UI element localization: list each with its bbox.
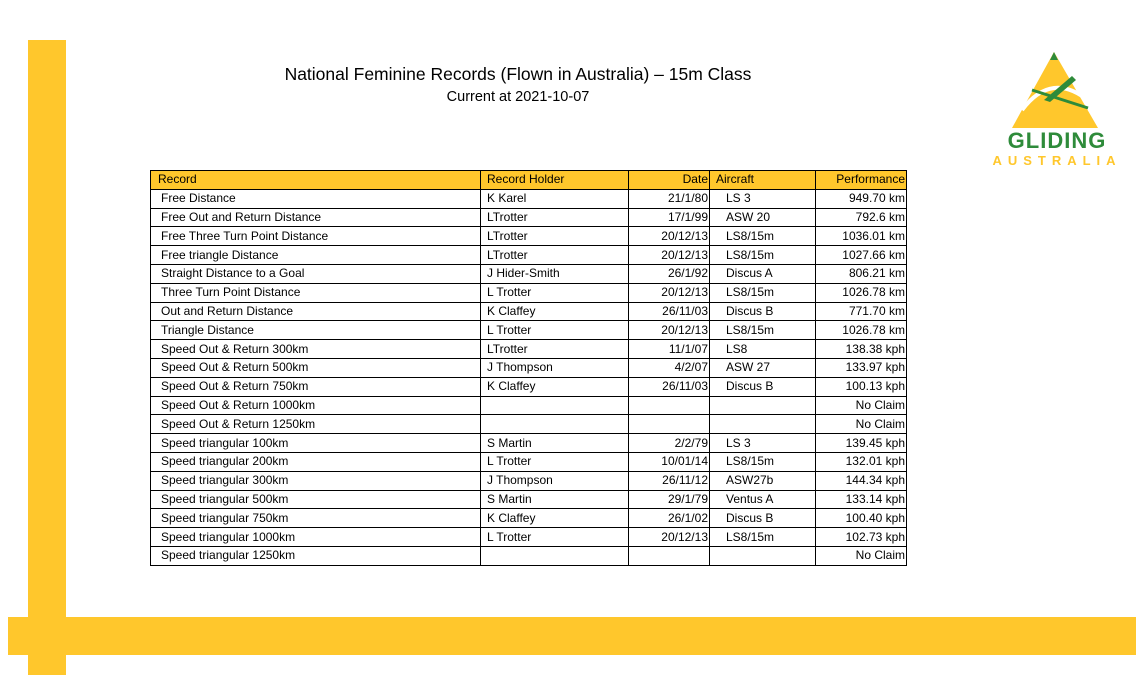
table-row <box>151 415 907 434</box>
record-cell: Straight Distance to a Goal <box>151 264 481 283</box>
date-cell: 20/12/13 <box>629 227 710 246</box>
records-table <box>150 170 907 566</box>
holder-cell <box>481 396 629 415</box>
column-header-performance: Performance <box>816 171 907 190</box>
date-cell <box>629 546 710 565</box>
aircraft-cell: Discus B <box>710 377 816 396</box>
holder-cell: LTrotter <box>481 340 629 359</box>
holder-cell: LTrotter <box>481 227 629 246</box>
aircraft-cell: Discus A <box>710 264 816 283</box>
holder-cell: K Karel <box>481 189 629 208</box>
performance-cell: 139.45 kph <box>816 434 907 453</box>
table-row <box>151 189 907 208</box>
holder-cell: J Hider-Smith <box>481 264 629 283</box>
date-cell: 26/11/03 <box>629 302 710 321</box>
performance-cell: 771.70 km <box>816 302 907 321</box>
table-row <box>151 283 907 302</box>
record-cell: Speed triangular 100km <box>151 434 481 453</box>
performance-cell: No Claim <box>816 546 907 565</box>
aircraft-cell: LS 3 <box>710 189 816 208</box>
table-row <box>151 340 907 359</box>
aircraft-cell: LS8/15m <box>710 528 816 547</box>
column-header-date: Date <box>629 171 710 190</box>
aircraft-cell: ASW 27 <box>710 358 816 377</box>
holder-cell: L Trotter <box>481 283 629 302</box>
table-row <box>151 208 907 227</box>
decorative-horizontal-bar <box>8 617 1136 655</box>
record-cell: Speed Out & Return 750km <box>151 377 481 396</box>
column-header-aircraft: Aircraft <box>710 171 816 190</box>
performance-cell: 100.13 kph <box>816 377 907 396</box>
holder-cell: L Trotter <box>481 321 629 340</box>
page-subtitle: Current at 2021-10-07 <box>446 89 590 105</box>
date-cell: 26/1/02 <box>629 509 710 528</box>
record-cell: Speed triangular 1000km <box>151 528 481 547</box>
date-cell: 4/2/07 <box>629 358 710 377</box>
holder-cell: K Claffey <box>481 302 629 321</box>
performance-cell: 102.73 kph <box>816 528 907 547</box>
record-cell: Speed triangular 1250km <box>151 546 481 565</box>
performance-cell: 1036.01 km <box>816 227 907 246</box>
date-cell: 26/11/12 <box>629 471 710 490</box>
holder-cell: L Trotter <box>481 452 629 471</box>
date-cell: 26/1/92 <box>629 264 710 283</box>
holder-cell: L Trotter <box>481 528 629 547</box>
page-title: National Feminine Records (Flown in Australia) – 15m Class <box>284 64 752 84</box>
date-cell <box>629 396 710 415</box>
table-row <box>151 358 907 377</box>
record-cell: Free Out and Return Distance <box>151 208 481 227</box>
record-cell: Speed Out & Return 500km <box>151 358 481 377</box>
holder-cell <box>481 415 629 434</box>
performance-cell: 138.38 kph <box>816 340 907 359</box>
performance-cell: 144.34 kph <box>816 471 907 490</box>
date-cell: 20/12/13 <box>629 528 710 547</box>
column-header-record: Record <box>151 171 481 190</box>
table-row <box>151 246 907 265</box>
record-cell: Triangle Distance <box>151 321 481 340</box>
column-header-record-holder: Record Holder <box>481 171 629 190</box>
aircraft-cell: ASW 20 <box>710 208 816 227</box>
aircraft-cell <box>710 396 816 415</box>
holder-cell: J Thompson <box>481 358 629 377</box>
record-cell: Speed triangular 500km <box>151 490 481 509</box>
table-row <box>151 264 907 283</box>
aircraft-cell: LS8/15m <box>710 452 816 471</box>
table-row <box>151 490 907 509</box>
aircraft-cell: LS8/15m <box>710 321 816 340</box>
date-cell: 29/1/79 <box>629 490 710 509</box>
aircraft-cell: LS 3 <box>710 434 816 453</box>
holder-cell: S Martin <box>481 490 629 509</box>
record-cell: Speed Out & Return 1250km <box>151 415 481 434</box>
performance-cell: 806.21 km <box>816 264 907 283</box>
aircraft-cell: LS8/15m <box>710 283 816 302</box>
record-cell: Speed triangular 200km <box>151 452 481 471</box>
performance-cell: 1027.66 km <box>816 246 907 265</box>
performance-cell: 1026.78 km <box>816 283 907 302</box>
date-cell: 20/12/13 <box>629 283 710 302</box>
performance-cell: No Claim <box>816 415 907 434</box>
holder-cell: J Thompson <box>481 471 629 490</box>
date-cell: 11/1/07 <box>629 340 710 359</box>
holder-cell: K Claffey <box>481 509 629 528</box>
performance-cell: 100.40 kph <box>816 509 907 528</box>
aircraft-cell: LS8 <box>710 340 816 359</box>
record-cell: Speed triangular 750km <box>151 509 481 528</box>
decorative-vertical-bar <box>28 40 66 675</box>
record-cell: Out and Return Distance <box>151 302 481 321</box>
aircraft-cell: Discus B <box>710 302 816 321</box>
aircraft-cell: LS8/15m <box>710 227 816 246</box>
table-row <box>151 452 907 471</box>
date-cell: 2/2/79 <box>629 434 710 453</box>
table-row <box>151 546 907 565</box>
holder-cell: LTrotter <box>481 208 629 227</box>
logo-text-australia: AUSTRALIA <box>992 153 1122 168</box>
holder-cell: S Martin <box>481 434 629 453</box>
table-row <box>151 528 907 547</box>
record-cell: Free Three Turn Point Distance <box>151 227 481 246</box>
performance-cell: 133.14 kph <box>816 490 907 509</box>
table-row <box>151 509 907 528</box>
table-row <box>151 471 907 490</box>
table-header-row <box>151 171 907 190</box>
performance-cell: 949.70 km <box>816 189 907 208</box>
record-cell: Speed Out & Return 300km <box>151 340 481 359</box>
table-row <box>151 434 907 453</box>
table-row <box>151 321 907 340</box>
gliding-australia-logo <box>992 50 1122 172</box>
aircraft-cell: LS8/15m <box>710 246 816 265</box>
date-cell: 17/1/99 <box>629 208 710 227</box>
date-cell: 20/12/13 <box>629 246 710 265</box>
holder-cell: LTrotter <box>481 246 629 265</box>
date-cell: 20/12/13 <box>629 321 710 340</box>
aircraft-cell <box>710 546 816 565</box>
table-row <box>151 396 907 415</box>
table-row <box>151 227 907 246</box>
performance-cell: 1026.78 km <box>816 321 907 340</box>
aircraft-cell: Ventus A <box>710 490 816 509</box>
record-cell: Free Distance <box>151 189 481 208</box>
date-cell: 21/1/80 <box>629 189 710 208</box>
record-cell: Speed Out & Return 1000km <box>151 396 481 415</box>
date-cell: 26/11/03 <box>629 377 710 396</box>
glider-triangle-icon <box>992 50 1122 130</box>
aircraft-cell: Discus B <box>710 509 816 528</box>
performance-cell: 792.6 km <box>816 208 907 227</box>
performance-cell: 132.01 kph <box>816 452 907 471</box>
record-cell: Three Turn Point Distance <box>151 283 481 302</box>
aircraft-cell <box>710 415 816 434</box>
performance-cell: No Claim <box>816 396 907 415</box>
record-cell: Free triangle Distance <box>151 246 481 265</box>
date-cell: 10/01/14 <box>629 452 710 471</box>
date-cell <box>629 415 710 434</box>
table-row <box>151 377 907 396</box>
record-cell: Speed triangular 300km <box>151 471 481 490</box>
performance-cell: 133.97 kph <box>816 358 907 377</box>
table-row <box>151 302 907 321</box>
holder-cell <box>481 546 629 565</box>
aircraft-cell: ASW27b <box>710 471 816 490</box>
logo-text-gliding: GLIDING <box>1007 128 1107 153</box>
holder-cell: K Claffey <box>481 377 629 396</box>
